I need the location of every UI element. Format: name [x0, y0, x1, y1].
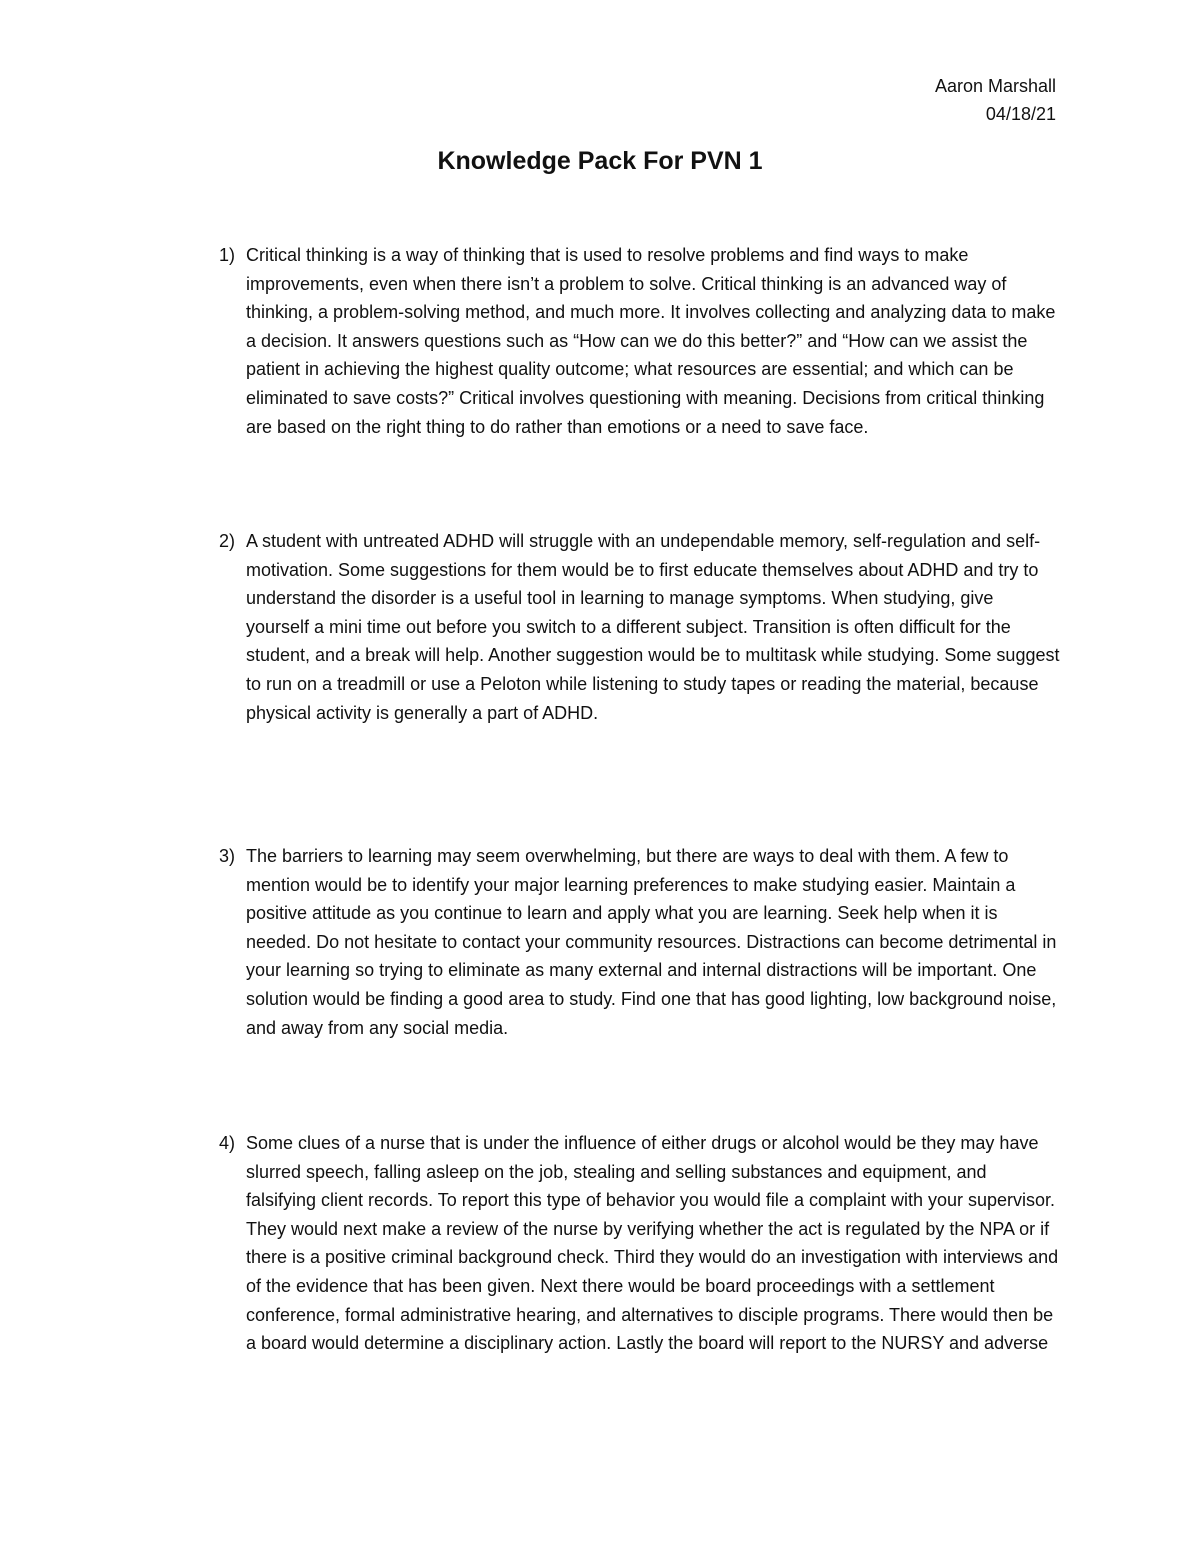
document-title: Knowledge Pack For PVN 1 — [437, 147, 763, 175]
document-header — [935, 72, 1056, 128]
list-item — [210, 527, 1060, 727]
list-item-number: 1) — [218, 245, 235, 265]
list-item-number: 4) — [218, 1133, 235, 1153]
list-item-text: Some clues of a nurse that is under the influence of either drugs or alcohol would be they may have slurred speech, falling asleep on the job, stealing and selling substances and equipment, and falsifying client records. To report this type of behavior you would file a complaint with your supervisor. They would next make a review of the nurse by verifying whether the act is regulated by the NPA or if there is a positive criminal background check. Third they would do an investigation with interviews and of the evidence that has been given. Next there would be board proceedings with a settlement conference, formal administrative hearing, and alternatives to disciple programs. There would then be a board would determine a disciplinary action. Lastly the board will report to the NURSY and adverse — [246, 1133, 1059, 1354]
list-item — [210, 241, 1060, 441]
author-name: Aaron Marshall — [934, 76, 1056, 96]
list-item — [210, 1129, 1060, 1358]
list-item-text: A student with untreated ADHD will struggle with an undependable memory, self-regulation and self-motivation. Some suggestions for them would be to first educate themselves about ADHD and try to understand the disorder is a useful tool in learning to manage symptoms. When studying, give yourself a mini time out before you switch to a different subject. Transition is often difficult for the student, and a break will help. Another suggestion would be to multitask while studying. Some suggest to run on a treadmill or use a Peloton while listening to study tapes or reading the material, because physical activity is generally a part of ADHD. — [246, 531, 1060, 723]
list-item-text: Critical thinking is a way of thinking that is used to resolve problems and find ways to make improvements, even when there isn’t a problem to solve. Critical thinking is an advanced way of thinking, a problem-solving method, and much more. It involves collecting and analyzing data to make a decision. It answers questions such as “How can we do this better?” and “How can we assist the patient in achieving the highest quality outcome; what resources are essential; and which can be eliminated to save costs?” Critical involves questioning with meaning. Decisions from critical thinking are based on the right thing to do rather than emotions or a need to save face. — [246, 245, 1056, 437]
list-item-text: The barriers to learning may seem overwhelming, but there are ways to deal with them. A few to mention would be to identify your major learning preferences to make studying easier. Maintain a positive attitude as you continue to learn and apply what you are learning. Seek help when it is needed. Do not hesitate to contact your community resources. Distractions can become detrimental in your learning so trying to eliminate as many external and internal distractions will be important. One solution would be finding a good area to study. Find one that has good lighting, low background noise, and away from any social media. — [246, 846, 1057, 1038]
list-item — [210, 842, 1060, 1042]
document-date: 04/18/21 — [985, 104, 1056, 124]
list-item-number: 2) — [218, 531, 235, 551]
list-item-number: 3) — [218, 846, 235, 866]
